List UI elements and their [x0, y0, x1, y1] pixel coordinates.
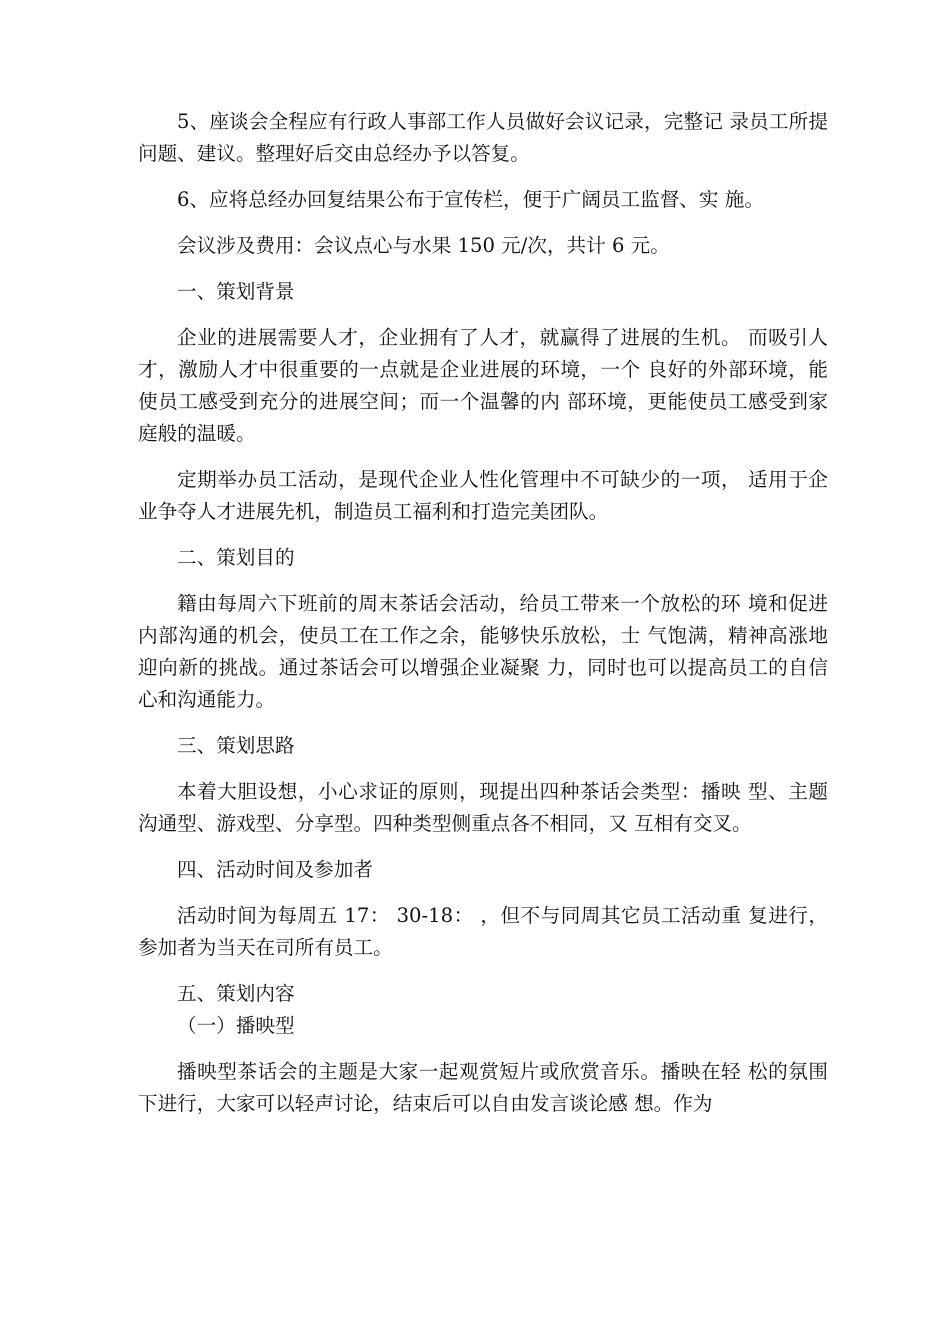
broadcast-paragraph: 播映型茶话会的主题是大家一起观赏短片或欣赏音乐。播映在轻 松的氛围下进行，大家可以轻声讨论，结束后可以自由发言谈论感 想。作为	[138, 1060, 828, 1115]
time-participants-paragraph: 活动时间为每周五 17： 30-18： ，但不与同周其它员工活动重 复进行，参加者为当天在司所有员工。	[138, 904, 828, 959]
subsection-heading-broadcast: （一）播映型	[177, 1014, 295, 1037]
paragraph-item-6: 6、应将总经办回复结果公布于宣传栏，便于广阔员工监督、实 施。	[177, 188, 764, 211]
section-heading-background: 一、策划背景	[177, 280, 295, 303]
meeting-cost-paragraph: 会议涉及费用：会议点心与水果 150 元/次，共计 6 元。	[177, 234, 670, 257]
paragraph-item-5: 5、座谈会全程应有行政人事部工作人员做好会议记录，完整记 录员工所提问题、建议。整理好后交由总经办予以答复。	[138, 110, 828, 165]
section-heading-approach: 三、策划思路	[177, 734, 295, 757]
approach-paragraph: 本着大胆设想，小心求证的原则，现提出四种茶话会类型：播映 型、主题沟通型、游戏型、分享型。四种类型侧重点各不相同，又 互相有交叉。	[138, 780, 828, 835]
section-heading-time-participants: 四、活动时间及参加者	[177, 858, 373, 881]
section-heading-content: 五、策划内容	[177, 982, 295, 1005]
document-body	[138, 106, 828, 1120]
background-paragraph-1: 企业的进展需要人才，企业拥有了人才，就赢得了进展的生机。 而吸引人才，激励人才中很重要的一点就是企业进展的环境，一个 良好的外部环境，能使员工感受到充分的进展空间；而一个温馨的内 部环境，更能使员工感受到家庭般的温暖。	[138, 326, 828, 445]
background-paragraph-2: 定期举办员工活动，是现代企业人性化管理中不可缺少的一项， 适用于企业争夺人才进展先机，制造员工福利和打造完美团队。	[138, 468, 828, 523]
section-heading-purpose: 二、策划目的	[177, 546, 295, 569]
purpose-paragraph: 籍由每周六下班前的周末茶话会活动，给员工带来一个放松的环 境和促进内部沟通的机会，使员工在工作之余，能够快乐放松，士 气饱满，精神高涨地迎向新的挑战。通过茶话会可以增强企业凝聚 力，同时也可以提高员工的自信心和沟通能力。	[138, 592, 828, 711]
